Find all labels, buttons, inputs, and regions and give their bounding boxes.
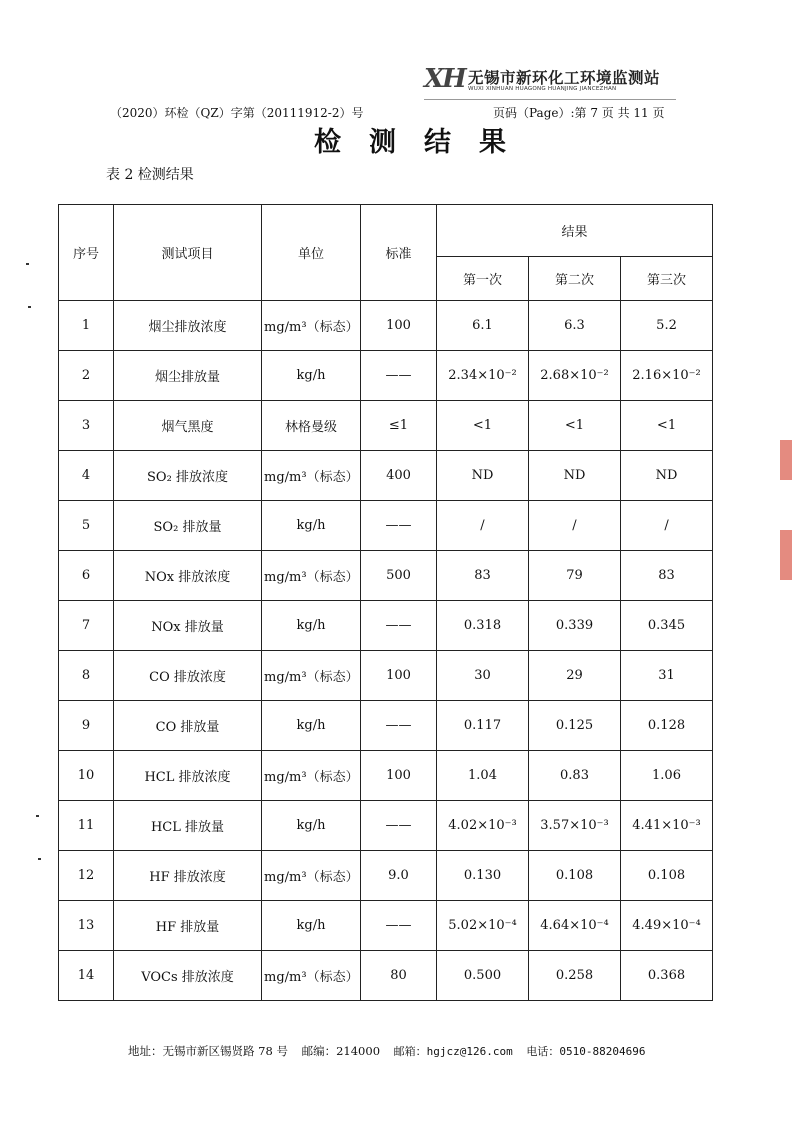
cell-seq: 14 bbox=[59, 951, 114, 1001]
cell-seq: 12 bbox=[59, 851, 114, 901]
page-info: 页码（Page）:第 7 页 共 11 页 bbox=[493, 106, 665, 120]
cell-run3: 0.128 bbox=[621, 701, 713, 751]
footer-email: 邮箱：hgjcz@126.com bbox=[393, 1045, 513, 1058]
cell-run1: 1.04 bbox=[437, 751, 529, 801]
cell-unit: mg/m³（标态） bbox=[262, 851, 361, 901]
cell-item: HF 排放浓度 bbox=[114, 851, 262, 901]
cell-unit: kg/h bbox=[262, 701, 361, 751]
cell-run1: 0.117 bbox=[437, 701, 529, 751]
header-run2: 第二次 bbox=[529, 257, 621, 301]
cell-item: 烟尘排放量 bbox=[114, 351, 262, 401]
cell-run3: ND bbox=[621, 451, 713, 501]
cell-run3: 0.368 bbox=[621, 951, 713, 1001]
cell-run2: 79 bbox=[529, 551, 621, 601]
cell-run3: 0.108 bbox=[621, 851, 713, 901]
cell-seq: 2 bbox=[59, 351, 114, 401]
header-divider bbox=[424, 99, 676, 100]
cell-run2: 29 bbox=[529, 651, 621, 701]
cell-unit: 林格曼级 bbox=[262, 401, 361, 451]
cell-unit: mg/m³（标态） bbox=[262, 301, 361, 351]
cell-item: 烟气黑度 bbox=[114, 401, 262, 451]
cell-seq: 1 bbox=[59, 301, 114, 351]
cell-run1: 2.34×10⁻² bbox=[437, 351, 529, 401]
cell-run2: ND bbox=[529, 451, 621, 501]
cell-run1: <1 bbox=[437, 401, 529, 451]
cell-run2: <1 bbox=[529, 401, 621, 451]
cell-unit: kg/h bbox=[262, 801, 361, 851]
cell-unit: mg/m³（标态） bbox=[262, 451, 361, 501]
document-number: （2020）环检（QZ）字第（20111912-2）号 bbox=[110, 106, 364, 120]
cell-run3: 83 bbox=[621, 551, 713, 601]
table-row bbox=[59, 501, 713, 551]
cell-item: NOx 排放浓度 bbox=[114, 551, 262, 601]
cell-run1: 4.02×10⁻³ bbox=[437, 801, 529, 851]
cell-standard: ≤1 bbox=[361, 401, 437, 451]
table-row bbox=[59, 951, 713, 1001]
cell-run3: 0.345 bbox=[621, 601, 713, 651]
cell-seq: 13 bbox=[59, 901, 114, 951]
cell-run2: 0.258 bbox=[529, 951, 621, 1001]
table-row bbox=[59, 801, 713, 851]
table-row bbox=[59, 301, 713, 351]
cell-item: HF 排放量 bbox=[114, 901, 262, 951]
cell-seq: 9 bbox=[59, 701, 114, 751]
cell-run1: 0.318 bbox=[437, 601, 529, 651]
page-title: 检测结果 bbox=[314, 127, 534, 158]
table-row bbox=[59, 401, 713, 451]
table-row bbox=[59, 451, 713, 501]
cell-run3: 4.49×10⁻⁴ bbox=[621, 901, 713, 951]
header-unit: 单位 bbox=[262, 205, 361, 301]
cell-run2: 0.108 bbox=[529, 851, 621, 901]
cell-run3: <1 bbox=[621, 401, 713, 451]
cell-run3: 1.06 bbox=[621, 751, 713, 801]
cell-run3: 31 bbox=[621, 651, 713, 701]
cell-unit: kg/h bbox=[262, 601, 361, 651]
footer-address: 地址：无锡市新区锡贤路 78 号 bbox=[128, 1044, 288, 1058]
cell-seq: 5 bbox=[59, 501, 114, 551]
cell-run1: 83 bbox=[437, 551, 529, 601]
cell-unit: kg/h bbox=[262, 501, 361, 551]
cell-standard: —— bbox=[361, 601, 437, 651]
org-name-en: WUXI XINHUAN HUAGONG HUANJING JIANCEZHAN bbox=[468, 86, 617, 92]
cell-seq: 10 bbox=[59, 751, 114, 801]
cell-item: VOCs 排放浓度 bbox=[114, 951, 262, 1001]
cell-standard: —— bbox=[361, 701, 437, 751]
cell-run2: 0.83 bbox=[529, 751, 621, 801]
footer-contact bbox=[128, 1043, 656, 1059]
cell-item: 烟尘排放浓度 bbox=[114, 301, 262, 351]
table-row bbox=[59, 851, 713, 901]
cell-run2: 6.3 bbox=[529, 301, 621, 351]
table-row bbox=[59, 551, 713, 601]
table-row bbox=[59, 601, 713, 651]
scan-speck bbox=[26, 263, 29, 265]
cell-standard: 9.0 bbox=[361, 851, 437, 901]
cell-run2: 0.339 bbox=[529, 601, 621, 651]
cell-item: SO₂ 排放浓度 bbox=[114, 451, 262, 501]
header-run1: 第一次 bbox=[437, 257, 529, 301]
cell-unit: mg/m³（标态） bbox=[262, 651, 361, 701]
cell-run2: 2.68×10⁻² bbox=[529, 351, 621, 401]
cell-run1: 6.1 bbox=[437, 301, 529, 351]
cell-run1: 0.130 bbox=[437, 851, 529, 901]
cell-unit: mg/m³（标态） bbox=[262, 951, 361, 1001]
logo-mark: XH bbox=[424, 64, 465, 94]
cell-item: CO 排放浓度 bbox=[114, 651, 262, 701]
cell-seq: 8 bbox=[59, 651, 114, 701]
header-item: 测试项目 bbox=[114, 205, 262, 301]
seal-stamp-edge bbox=[780, 440, 792, 480]
cell-unit: mg/m³（标态） bbox=[262, 751, 361, 801]
cell-standard: —— bbox=[361, 501, 437, 551]
scan-speck bbox=[28, 306, 31, 308]
cell-run3: 2.16×10⁻² bbox=[621, 351, 713, 401]
cell-standard: —— bbox=[361, 351, 437, 401]
scan-speck bbox=[38, 858, 41, 860]
cell-standard: —— bbox=[361, 801, 437, 851]
cell-run3: 4.41×10⁻³ bbox=[621, 801, 713, 851]
cell-run2: 3.57×10⁻³ bbox=[529, 801, 621, 851]
cell-run1: 5.02×10⁻⁴ bbox=[437, 901, 529, 951]
cell-run3: / bbox=[621, 501, 713, 551]
cell-item: SO₂ 排放量 bbox=[114, 501, 262, 551]
cell-seq: 4 bbox=[59, 451, 114, 501]
cell-run2: / bbox=[529, 501, 621, 551]
cell-unit: kg/h bbox=[262, 901, 361, 951]
cell-item: NOx 排放量 bbox=[114, 601, 262, 651]
header-run3: 第三次 bbox=[621, 257, 713, 301]
org-name-cn: 无锡市新环化工环境监测站 bbox=[468, 69, 661, 87]
cell-run1: ND bbox=[437, 451, 529, 501]
table-caption: 表 2 检测结果 bbox=[106, 167, 194, 183]
results-table bbox=[58, 204, 713, 1001]
cell-seq: 6 bbox=[59, 551, 114, 601]
cell-run3: 5.2 bbox=[621, 301, 713, 351]
cell-unit: mg/m³（标态） bbox=[262, 551, 361, 601]
station-logo bbox=[424, 64, 664, 98]
scan-speck bbox=[36, 815, 39, 817]
cell-seq: 11 bbox=[59, 801, 114, 851]
cell-standard: —— bbox=[361, 901, 437, 951]
table-row bbox=[59, 701, 713, 751]
cell-item: HCL 排放浓度 bbox=[114, 751, 262, 801]
header-seq: 序号 bbox=[59, 205, 114, 301]
header-standard: 标准 bbox=[361, 205, 437, 301]
cell-item: HCL 排放量 bbox=[114, 801, 262, 851]
table-row bbox=[59, 351, 713, 401]
table-row bbox=[59, 651, 713, 701]
cell-standard: 80 bbox=[361, 951, 437, 1001]
cell-run2: 0.125 bbox=[529, 701, 621, 751]
header-results: 结果 bbox=[437, 205, 713, 257]
cell-standard: 100 bbox=[361, 751, 437, 801]
table-row bbox=[59, 751, 713, 801]
cell-item: CO 排放量 bbox=[114, 701, 262, 751]
footer-postcode: 邮编：214000 bbox=[301, 1044, 381, 1058]
cell-standard: 500 bbox=[361, 551, 437, 601]
cell-seq: 7 bbox=[59, 601, 114, 651]
seal-stamp-edge bbox=[780, 530, 792, 580]
cell-run1: / bbox=[437, 501, 529, 551]
cell-run1: 30 bbox=[437, 651, 529, 701]
footer-phone: 电话：0510-88204696 bbox=[526, 1045, 646, 1058]
cell-run1: 0.500 bbox=[437, 951, 529, 1001]
cell-standard: 100 bbox=[361, 301, 437, 351]
cell-unit: kg/h bbox=[262, 351, 361, 401]
cell-standard: 400 bbox=[361, 451, 437, 501]
cell-seq: 3 bbox=[59, 401, 114, 451]
cell-run2: 4.64×10⁻⁴ bbox=[529, 901, 621, 951]
cell-standard: 100 bbox=[361, 651, 437, 701]
table-row bbox=[59, 901, 713, 951]
